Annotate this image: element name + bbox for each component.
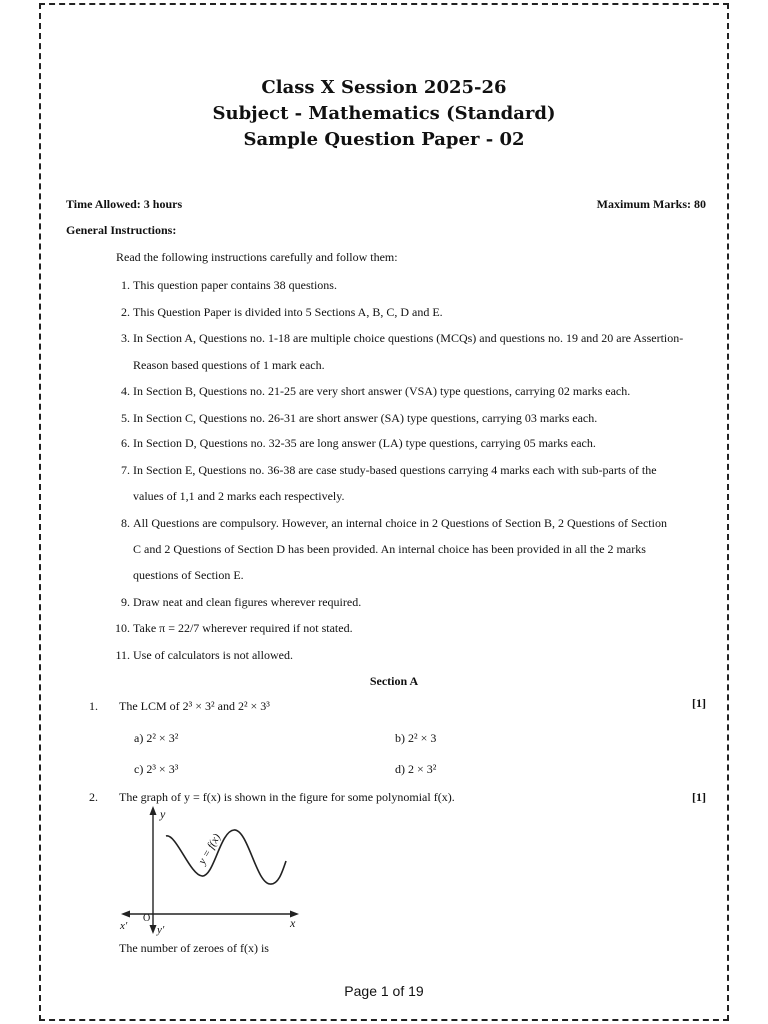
instruction-number: 2. <box>121 305 130 319</box>
instruction-text: All Questions are compulsory. However, an internal choice in 2 Questions of Section B, 2 Questions of Section <box>133 516 667 530</box>
instruction-number: 4. <box>121 384 130 398</box>
y-axis-arrow-down <box>150 925 157 934</box>
y-axis-arrow-up <box>150 806 157 815</box>
instruction-number: 7. <box>121 463 130 477</box>
x-label: x <box>290 916 296 930</box>
page-number: Page 1 of 19 <box>344 983 424 999</box>
y-prime-label: y′ <box>157 924 165 936</box>
instruction-text: In Section C, Questions no. 26-31 are short answer (SA) type questions, carrying 03 marks each. <box>133 411 598 425</box>
instruction-text: In Section A, Questions no. 1-18 are multiple choice questions (MCQs) and questions no. 19 and 20 are Assertion- <box>133 331 684 345</box>
instruction-text: In Section B, Questions no. 21-25 are very short answer (VSA) type questions, carrying 02 marks each. <box>133 384 631 398</box>
curve-label: y = f(x) <box>196 831 224 867</box>
option-a: a) 2² × 3² <box>134 731 179 745</box>
instruction-number: 5. <box>121 411 130 425</box>
section-a-heading: Section A <box>369 674 419 688</box>
question-number: 2. <box>89 790 98 804</box>
instruction-number: 10. <box>115 621 130 635</box>
instruction-number: 9. <box>121 595 130 609</box>
x-axis-arrow-left <box>121 911 130 918</box>
question-number: 1. <box>89 699 98 713</box>
instruction-text: C and 2 Questions of Section D has been provided. An internal choice has been provided in all the 2 marks <box>133 542 646 556</box>
time-allowed: Time Allowed: 3 hours <box>66 197 183 211</box>
question-marks: [1] <box>692 790 706 804</box>
header-subject: Subject - Mathematics (Standard) <box>212 103 556 124</box>
x-prime-label: x′ <box>120 920 128 932</box>
instruction-text: questions of Section E. <box>133 568 244 582</box>
instructions-intro: Read the following instructions carefully and follow them: <box>116 250 398 264</box>
instruction-text: values of 1,1 and 2 marks each respectively. <box>133 489 345 503</box>
instruction-text: This Question Paper is divided into 5 Sections A, B, C, D and E. <box>133 305 443 319</box>
instruction-text: In Section E, Questions no. 36-38 are case study-based questions carrying 4 marks each with sub-parts of the <box>133 463 657 477</box>
question-text: The LCM of 2³ × 3² and 2² × 3³ <box>119 699 270 713</box>
curve-y-equals-fx <box>166 830 286 884</box>
instruction-text: This question paper contains 38 questions. <box>133 278 337 292</box>
option-b: b) 2² × 3 <box>395 731 437 745</box>
instruction-number: 11. <box>115 648 130 662</box>
origin-label: O <box>143 913 151 924</box>
instruction-text: In Section D, Questions no. 32-35 are long answer (LA) type questions, carrying 05 marks each. <box>133 436 596 450</box>
polynomial-graph <box>110 803 310 943</box>
question-followup: The number of zeroes of f(x) is <box>119 941 269 955</box>
instruction-text: Draw neat and clean figures wherever required. <box>133 595 362 609</box>
instruction-number: 1. <box>121 278 130 292</box>
maximum-marks: Maximum Marks: 80 <box>596 197 706 211</box>
instruction-text: Reason based questions of 1 mark each. <box>133 358 325 372</box>
general-instructions-heading: General Instructions: <box>66 223 177 237</box>
instruction-number: 3. <box>121 331 130 345</box>
header-paper: Sample Question Paper - 02 <box>243 129 525 150</box>
instruction-text: Take π = 22/7 wherever required if not stated. <box>133 621 353 635</box>
instruction-number: 6. <box>121 436 130 450</box>
header-class: Class X Session 2025-26 <box>261 77 507 98</box>
option-c: c) 2³ × 3³ <box>134 762 179 776</box>
instruction-text: Use of calculators is not allowed. <box>133 648 293 662</box>
question-text: The graph of y = f(x) is shown in the figure for some polynomial f(x). <box>119 790 455 804</box>
question-marks: [1] <box>692 696 706 710</box>
option-d: d) 2 × 3² <box>395 762 437 776</box>
instruction-number: 8. <box>121 516 130 530</box>
y-label: y <box>160 807 166 821</box>
